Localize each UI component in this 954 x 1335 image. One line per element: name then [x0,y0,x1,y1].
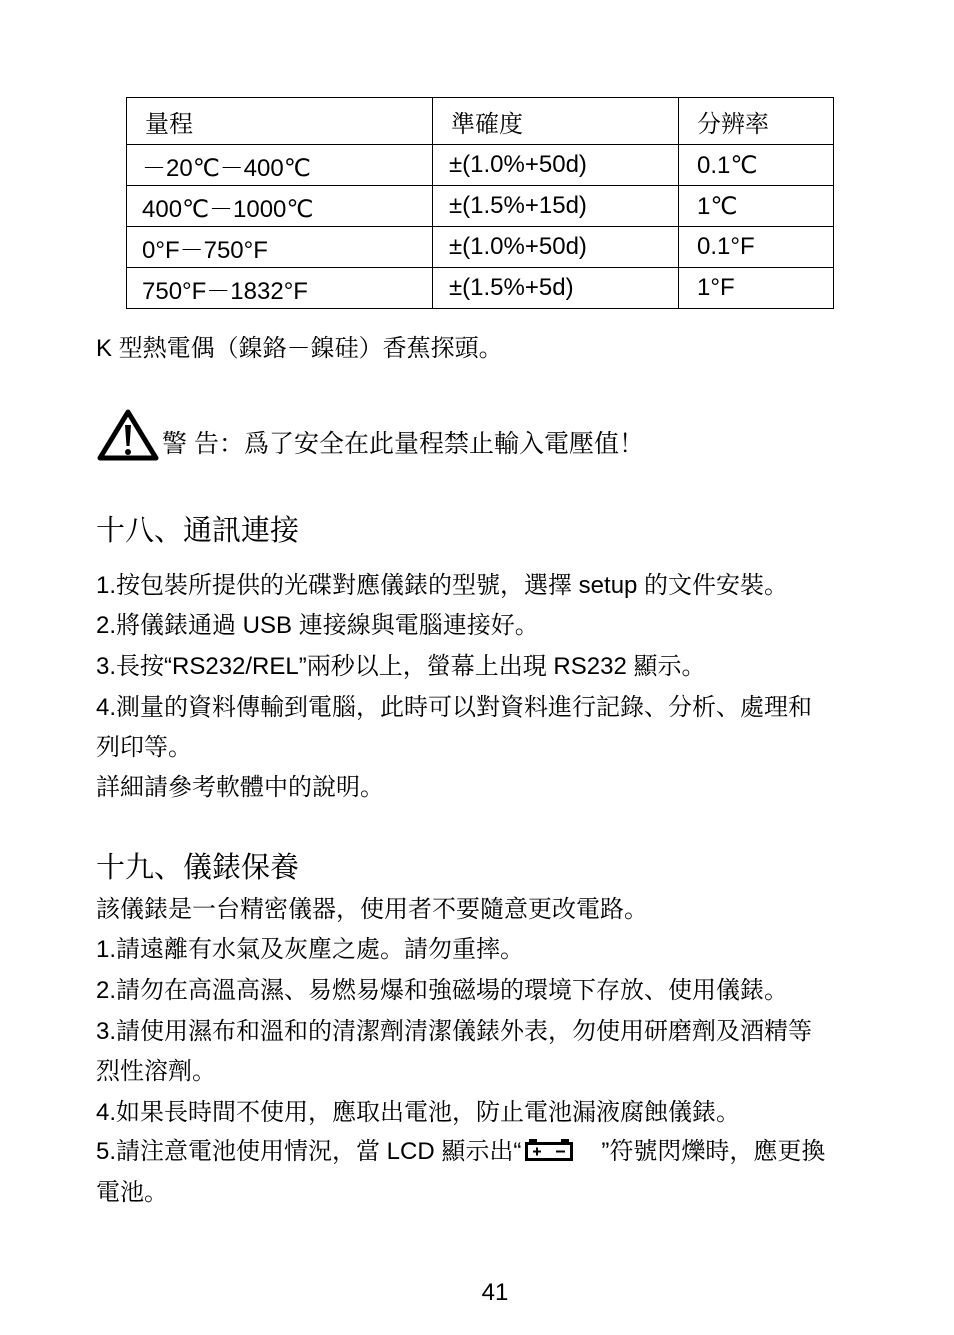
list-item: 2.請勿在高溫高濕、易燃易爆和強磁場的環境下存放、使用儀錶。 [96,977,789,1004]
item5-text-before: 5.請注意電池使用情況，當 LCD 顯示出“ [96,1138,522,1165]
cell-resolution: 0.1°F [679,227,834,268]
cell-accuracy: ±(1.5%+15d) [433,186,679,227]
list-item: 3.長按“RS232/REL”兩秒以上，螢幕上出現 RS232 顯示。 [96,653,706,680]
table-header-row [127,98,834,145]
cell-range: 750°F－1832°F [127,268,433,309]
page-number: 41 [481,1279,509,1306]
list-item: 該儀錶是一台精密儀器，使用者不要隨意更改電路。 [96,896,648,923]
spec-table [126,97,834,309]
header-resolution: 分辨率 [679,98,834,145]
list-item: 4.如果長時間不使用，應取出電池，防止電池漏液腐蝕儀錶。 [96,1099,741,1126]
cell-resolution: 1℃ [679,186,834,227]
list-item: 2.將儀錶通過 USB 連接線與電腦連接好。 [96,612,539,639]
list-item: 1.按包裝所提供的光碟對應儀錶的型號，選擇 setup 的文件安裝。 [96,572,789,599]
table-row [127,268,834,309]
cell-accuracy: ±(1.0%+50d) [433,145,679,186]
cell-range: 400℃－1000℃ [127,186,433,227]
table-row [127,186,834,227]
header-range: 量程 [127,98,433,145]
section-19-title: 十九、儀錶保養 [96,852,300,884]
list-item: 1.請遠離有水氣及灰塵之處。請勿重摔。 [96,936,525,963]
warning-triangle-icon [96,408,160,462]
list-item: 詳細請參考軟體中的說明。 [96,774,384,801]
section-18-title: 十八、通訊連接 [96,515,300,547]
list-item: 3.請使用濕布和溫和的清潔劑清潔儀錶外表，勿使用研磨劑及酒精等 [96,1018,813,1045]
list-item: 電池。 [96,1179,168,1206]
table-row [127,227,834,268]
cell-range: 0°F－750°F [127,227,433,268]
list-item: 4.測量的資料傳輸到電腦，此時可以對資料進行記錄、分析、處理和 [96,694,813,721]
cell-range: －20℃－400℃ [127,145,433,186]
warning-notice [96,404,644,462]
warning-text: 警 告：爲了安全在此量程禁止輸入電壓值！ [162,430,644,458]
cell-resolution: 1°F [679,268,834,309]
list-item: 烈性溶劑。 [96,1058,216,1085]
list-item: 列印等。 [96,734,192,761]
table-row [127,145,834,186]
cell-resolution: 0.1℃ [679,145,834,186]
cell-accuracy: ±(1.0%+50d) [433,227,679,268]
probe-note: K 型熱電偶（鎳鉻－鎳硅）香蕉探頭。 [96,335,503,362]
item5-text-after: ”符號閃爍時，應更換 [601,1138,826,1165]
list-item [96,1131,825,1166]
battery-icon [525,1138,575,1162]
cell-accuracy: ±(1.5%+5d) [433,268,679,309]
header-accuracy: 準確度 [433,98,679,145]
